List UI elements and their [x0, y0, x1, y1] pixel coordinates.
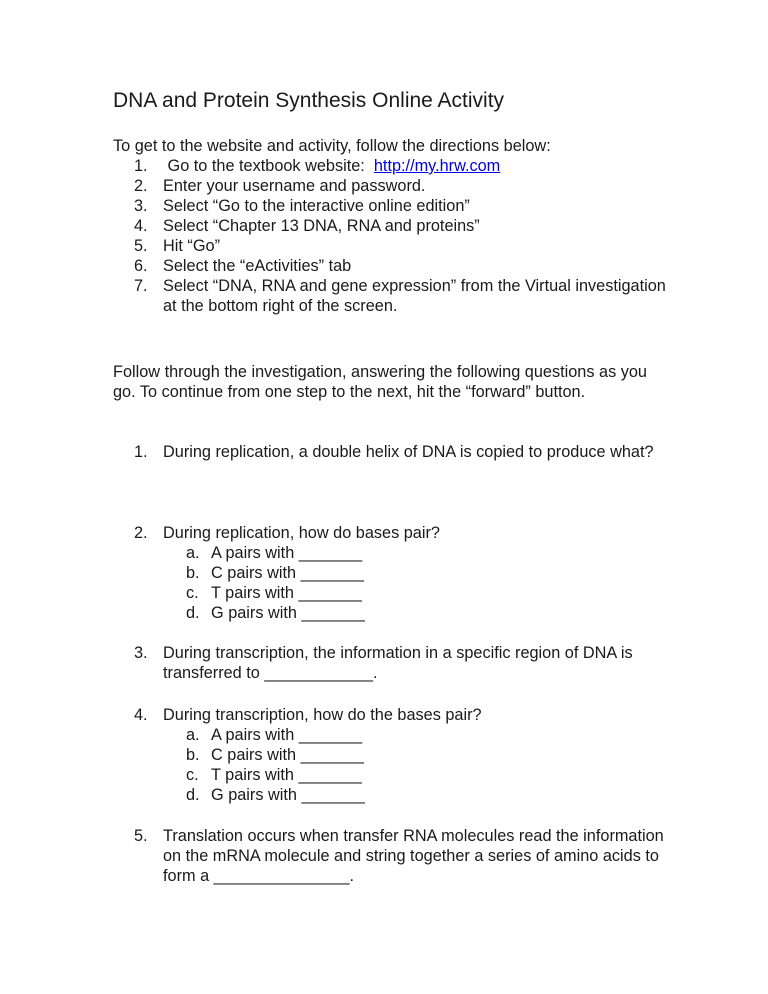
- instructions-paragraph: Follow through the investigation, answering the following questions as you go. To continue from one step to the next, hit the “forward” button.: [113, 363, 647, 401]
- sub-item: a. A pairs with _______: [186, 544, 363, 562]
- sub-item: a. A pairs with _______: [186, 726, 363, 744]
- question-5: 5. Translation occurs when transfer RNA molecules read the information on the mRNA molecule and string together a series of amino acids to form a _______________.: [134, 827, 664, 885]
- directions-list: [113, 156, 673, 316]
- page-title: DNA and Protein Synthesis Online Activity: [113, 89, 505, 112]
- question-1: 1. During replication, a double helix of DNA is copied to produce what?: [134, 443, 654, 461]
- question-4: 4. During transcription, how do the bases pair? a. A pairs with _______ b. C pairs with _______ c. T pairs with _______ d. G pairs with _______: [113, 705, 673, 805]
- intro-text: To get to the website and activity, follow the directions below:: [113, 137, 551, 155]
- direction-step: 3. Select “Go to the interactive online edition”: [134, 197, 470, 215]
- sub-item: c. T pairs with _______: [186, 766, 362, 784]
- sub-item: b. C pairs with _______: [186, 746, 364, 764]
- direction-step: 2. Enter your username and password.: [134, 177, 426, 195]
- sub-item: c. T pairs with _______: [186, 584, 362, 602]
- direction-step: 6. Select the “eActivities” tab: [134, 257, 352, 275]
- direction-step: 4. Select “Chapter 13 DNA, RNA and proteins”: [134, 217, 480, 235]
- sub-item: b. C pairs with _______: [186, 564, 364, 582]
- sub-item: d. G pairs with _______: [186, 604, 365, 622]
- sub-item: d. G pairs with _______: [186, 786, 365, 804]
- direction-step: 7. Select “DNA, RNA and gene expression” from the Virtual investigation at the bottom right of the screen.: [134, 277, 666, 315]
- question-2: 2. During replication, how do bases pair? a. A pairs with _______ b. C pairs with _______ c. T pairs with _______ d. G pairs with _______: [113, 523, 673, 623]
- question-3: 3. During transcription, the information in a specific region of DNA is transferred to ____________.: [134, 644, 633, 682]
- direction-step: 5. Hit “Go”: [134, 237, 220, 255]
- textbook-website-link[interactable]: http://my.hrw.com: [373, 157, 501, 175]
- direction-step: 1. Go to the textbook website: http://my.hrw.com: [134, 157, 501, 175]
